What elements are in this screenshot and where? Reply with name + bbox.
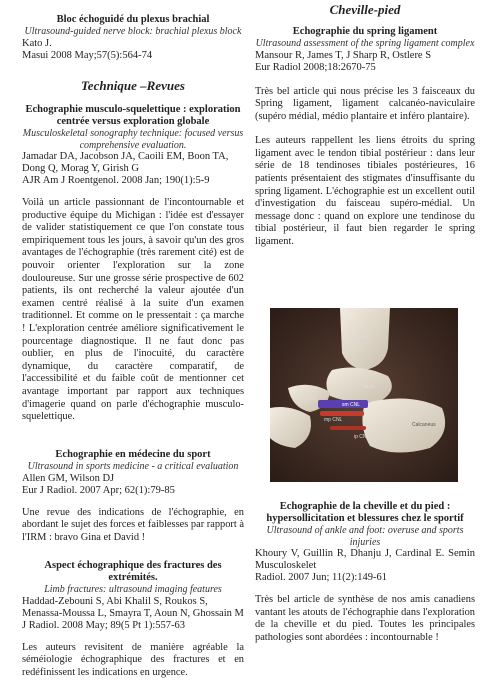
label-tibia: Tibia (358, 334, 369, 340)
article-citation: Eur Radiol 2008;18:2670-75 (255, 61, 376, 73)
article-body: Les auteurs revisitent de manière agréable la séméiologie échographique des fractures et en redéfinissent les indications en urgence. (22, 641, 244, 678)
article-authors: Allen GM, Wilson DJ (22, 472, 115, 484)
article-body: Voilà un article passionnant de l'incontournable et productive équipe du Michigan : l'idée est d'essayer de valider statistiquement ce que l'on constate tous empiriquement tous les jours, à savoir qu'un des gros avantages de l'échographie (très rarement cité) est de pouvoir orienter l'exploration sur la zone douloureuse. Sur une grosse série prospective de 602 patients, ils ont recherché la valeur ajoutée d'un examen centré réalisé à la suite d'un examen traditionnel. Et comme on le pressentait : ça marche ! L'exploration centrée améliore significativement le pourcentage diagnostique. Il ne faut donc pas oublier, en plus de l'inocuité, du caractère dynamique, du caractère comparatif, de l'accessibilité et du faible coût de mentionner cet avantage important par rapport aux techniques d'imagerie quand on parle d'échographie musculo-squelettique. (22, 197, 244, 423)
article-citation: Masui 2008 May;57(5):564-74 (22, 49, 153, 61)
article-title: Echographie de la cheville et du pied : hypersollicitation et blessures chez le sportif (266, 501, 464, 524)
article-body: Une revue des indications de l'échographie, en abordant le sujet des forces et faiblesses par rapport à l'IRM : bravo Gina et David ! (22, 506, 244, 543)
article-body: Les auteurs rappellent les liens étroits du spring ligament avec le tendon tibial postérieur : dans leur série de 18 tendinoses tibiales postérieures, 16 patients présentaient des stigmates d'insuffisante du spring ligament. L'échographie est un excellent outil d'investigation du faisceau supéro-médial. Un message donc : quand on explore une tendinose du tibial postérieur, il faut bien regarder le spring ligament. (255, 135, 475, 248)
label-navicular: Navicular (296, 396, 317, 402)
article-body: Très bel article qui nous précise les 3 faisceaux du Spring ligament, ligament calcanéo-naviculaire (supéro médial, médio plantaire et inféro plantaire). (255, 85, 475, 122)
label-calcaneus: Calcaneus (412, 422, 436, 428)
ankle-anatomy-figure (270, 308, 458, 482)
label-sm-cnl: sm CNL (342, 402, 361, 408)
section-title-cheville: Cheville-pied (329, 2, 401, 17)
article-authors: Kato J. (22, 37, 52, 49)
article-subtitle: Ultrasound of ankle and foot: overuse and sports injuries (266, 525, 464, 548)
article-authors: Khoury V, Guillin R, Dhanju J, Cardinal E. Semin Musculoskelet (255, 548, 475, 571)
label-ip-cnl: ip CNL (354, 434, 370, 440)
article-subtitle: Musculoskeletal sonography technique: focused versus comprehensive evaluation. (22, 128, 244, 151)
article-citation: Radiol. 2007 Jun; 11(2):149-61 (255, 572, 388, 583)
article-subtitle: Limb fractures: ultrasound imaging features (44, 584, 222, 595)
label-talus: Talus (362, 384, 374, 390)
article-body: Très bel article de synthèse de nos amis canadiens vantant les atouts de l'échographie dans l'exploration de la cheville et du pied. Toutes les principales pathologies sont abordées : incontournable ! (255, 594, 475, 643)
article-subtitle: Ultrasound-guided nerve block: brachial plexus block (24, 26, 242, 37)
article-authors: Jamadar DA, Jacobson JA, Caoili EM, Boon TA, Dong Q, Morag Y, Girish G (22, 151, 229, 174)
article-subtitle: Ultrasound assessment of the spring ligament complex (255, 38, 475, 49)
article-title: Bloc échoguidé du plexus brachial (56, 14, 210, 25)
article-authors: Mansour R, James T, J Sharp R, Ostlere S (255, 49, 432, 61)
article-title: Echographie en médecine du sport (55, 449, 211, 460)
article-spring-ligament (255, 26, 475, 249)
article-msk-focused (22, 104, 244, 424)
article-title: Echographie musculo-squelettique : exploration centrée versus exploration globale (25, 104, 241, 127)
article-authors: Haddad-Zebouni S, Abi Khalil S, Roukos S, Menassa-Moussa L, Smayra T, Aoun N, Ghossain M (22, 595, 244, 619)
label-mp-cnl: mp CNL (324, 417, 343, 423)
article-limb-fractures (22, 560, 244, 679)
section-title-technique: Technique –Revues (81, 78, 185, 93)
article-plexus-block (22, 14, 244, 62)
article-ankle-foot-overuse (255, 501, 475, 644)
ankle-bones-illustration (270, 308, 458, 482)
article-title: Aspect échographique des fractures des extrémités. (44, 560, 222, 583)
article-subtitle: Ultrasound in sports medicine - a critical evaluation (27, 461, 239, 472)
article-citation: Eur J Radiol. 2007 Apr; 62(1):79-85 (22, 484, 175, 496)
mp-cnl-ligament (320, 411, 364, 416)
article-sports-medicine (22, 449, 244, 544)
article-citation: J Radiol. 2008 May; 89(5 Pt 1):557-63 (22, 619, 186, 631)
article-title: Echographie du spring ligament (292, 26, 438, 37)
ip-cnl-ligament (330, 426, 366, 430)
article-citation: AJR Am J Roentgenol. 2008 Jan; 190(1):5-9 (22, 175, 210, 186)
